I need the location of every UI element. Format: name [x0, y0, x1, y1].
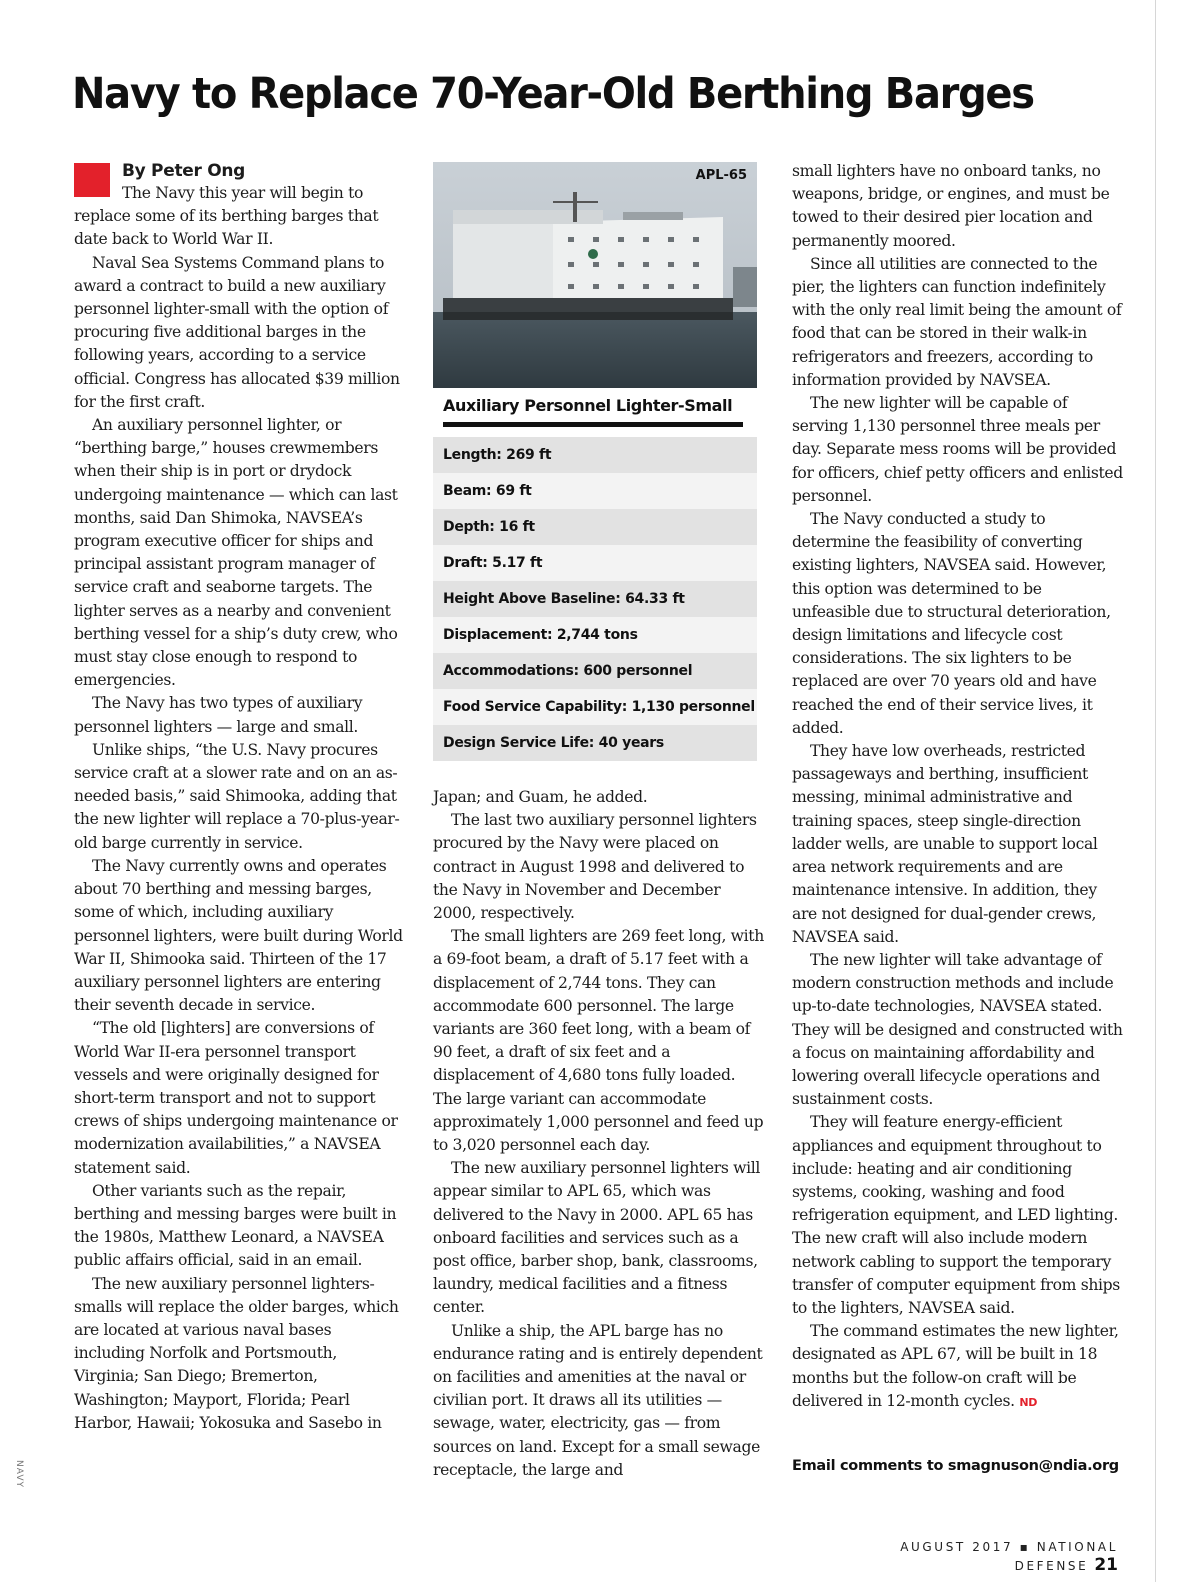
- paragraph: An auxiliary personnel lighter, or “berthing barge,” houses crewmembers when their ship is in port or drydock undergoing maintenance — which can last months, said Dan Shimoka, NAVSEA’s program executive officer for ships and principal assistant program manager of service craft and seaborne targets. The lighter serves as a nearby and convenient berthing vessel for a ship’s duty crew, who must stay close enough to respond to emergencies.: [74, 416, 398, 690]
- paragraph: “The old [lighters] are conversions of World War II-era personnel transport vessels and were originally designed for short-term transport and not to support crews of ships undergoing maintenance or modernization availabilities,” a NAVSEA statement said.: [74, 1019, 398, 1177]
- spec-row: Length: 269 ft: [433, 437, 757, 473]
- spec-row: Height Above Baseline: 64.33 ft: [433, 581, 757, 617]
- paragraph: The small lighters are 269 feet long, with a 69-foot beam, a draft of 5.17 feet with a displacement of 2,744 tons. They can accommodate 600 personnel. The large variants are 360 feet long, with a beam of 90 feet, a draft of six feet and a displacement of 4,680 tons fully loaded. The large variant can accommodate approximately 1,000 personnel and feed up to 3,020 personnel each day.: [433, 927, 764, 1155]
- paragraph: small lighters have no onboard tanks, no weapons, bridge, or engines, and must be towed to their desired pier location and permanently moored.: [792, 162, 1110, 250]
- footer-text: AUGUST 2017 ▪ NATIONAL DEFENSE: [900, 1540, 1118, 1573]
- barge-illustration: [433, 162, 757, 388]
- paragraph: [792, 1320, 1124, 1414]
- byline: By Peter Ong: [122, 161, 246, 181]
- page-edge-line: [1155, 0, 1156, 1582]
- paragraph: Japan; and Guam, he added.: [433, 788, 648, 806]
- paragraph: Naval Sea Systems Command plans to award a contract to build a new auxiliary personnel lighter-small with the option of procuring five additional barges in the following years, according to a service official. Congress has allocated $39 million for the first craft.: [74, 253, 400, 411]
- barge-photo: [433, 162, 757, 388]
- article-column-2: [433, 786, 765, 1482]
- paragraph: The new lighter will take advantage of modern construction methods and include up-to-date technologies, NAVSEA stated. They will be designed and constructed with a focus on maintaining affordability and lowering overall lifecycle operations and sustainment costs.: [792, 950, 1123, 1109]
- paragraph: They have low overheads, restricted passageways and berthing, insufficient messing, minimal administrative and training spaces, steep single-direction ladder wells, are unable to support local area network requirements and are maintenance intensive. In addition, they are not designed for dual-gender crews, NAVSEA said.: [792, 742, 1098, 946]
- spec-row: Food Service Capability: 1,130 personnel: [433, 689, 757, 725]
- paragraph-text: The command estimates the new lighter, designated as APL 67, will be built in 18 months but the follow-on craft will be delivered in 12-month cycles.: [792, 1322, 1119, 1410]
- paragraph: They will feature energy-efficient appliances and equipment throughout to include: heating and air conditioning systems, cooking, washing and food refrigeration equipment, and LED lighting. The new craft will also include modern network cabling to support the temporary transfer of computer equipment from ships to the lighters, NAVSEA said.: [792, 1113, 1120, 1317]
- paragraph: Since all utilities are connected to the pier, the lighters can function indefinitely with the only real limit being the amount of food that can be stored in their walk-in refrigerators and freezers, according to information provided by NAVSEA.: [792, 254, 1122, 389]
- spec-row: Beam: 69 ft: [433, 473, 757, 509]
- paragraph: Unlike ships, “the U.S. Navy procures service craft at a slower rate and on an as-needed basis,” said Shimooka, adding that the new lighter will replace a 70-plus-year-old barge currently in service.: [74, 740, 400, 852]
- spec-row: Design Service Life: 40 years: [433, 725, 757, 761]
- lead-paragraph: The Navy this year will begin to replace some of its berthing barges that date back to World War II.: [74, 184, 379, 249]
- paragraph: The Navy has two types of auxiliary personnel lighters — large and small.: [74, 694, 363, 736]
- spec-row: Draft: 5.17 ft: [433, 545, 757, 581]
- paragraph: The last two auxiliary personnel lighters procured by the Navy were placed on contract in August 1998 and delivered to the Navy in November and December 2000, respectively.: [433, 811, 757, 923]
- photo-label: APL-65: [695, 168, 747, 183]
- paragraph: Unlike a ship, the APL barge has no endurance rating and is entirely dependent on facilities and amenities at the naval or civilian port. It draws all its utilities — sewage, water, electricity, gas — from sources on land. Except for a small sewage receptacle, the large and: [433, 1321, 763, 1479]
- photo-credit: NAVY: [14, 1460, 24, 1488]
- page-footer: [800, 1536, 1118, 1575]
- paragraph: The new lighter will be capable of serving 1,130 personnel three meals per day. Separate mess rooms will be provided for officers, chief petty officers and enlisted personnel.: [792, 394, 1123, 505]
- sidebar-title: Auxiliary Personnel Lighter-Small: [443, 396, 733, 415]
- article-column-3: [792, 160, 1124, 1414]
- spec-row: Depth: 16 ft: [433, 509, 757, 545]
- paragraph: The new auxiliary personnel lighters-smalls will replace the older barges, which are located at various naval bases including Norfolk and Portsmouth, Virginia; San Diego; Bremerton, Washington; Mayport, Florida; Pearl Harbor, Hawaii; Yokosuka and Sasebo in: [74, 1274, 399, 1432]
- spec-row: Accommodations: 600 personnel: [433, 653, 757, 689]
- specs-sidebar: [433, 388, 757, 766]
- email-comments[interactable]: Email comments to smagnuson@ndia.org: [792, 1458, 1119, 1474]
- sidebar-rule: [443, 422, 743, 427]
- paragraph: The new auxiliary personnel lighters will appear similar to APL 65, which was delivered to the Navy in 2000. APL 65 has onboard facilities and services such as a post office, barber shop, bank, classrooms, laundry, medical facilities and a fitness center.: [433, 1159, 760, 1317]
- paragraph: The Navy conducted a study to determine the feasibility of converting existing lighters, NAVSEA said. However, this option was determined to be unfeasible due to structural deterioration, design limitations and lifecycle cost considerations. The six lighters to be replaced are over 70 years old and have reached the end of their service lives, it added.: [792, 510, 1111, 737]
- paragraph: The Navy currently owns and operates about 70 berthing and messing barges, some of which, including auxiliary personnel lighters, were built during World War II, Shimooka said. Thirteen of the 17 auxiliary personnel lighters are entering their seventh decade in service.: [74, 856, 403, 1015]
- article-headline: Navy to Replace 70-Year-Old Berthing Barges: [72, 69, 1034, 119]
- paragraph: Other variants such as the repair, berthing and messing barges were built in the 1980s, Matthew Leonard, a NAVSEA public affairs official, said in an email.: [74, 1181, 397, 1270]
- spec-row: Displacement: 2,744 tons: [433, 617, 757, 653]
- page-number: 21: [1094, 1555, 1118, 1575]
- article-column-1: [74, 160, 406, 1435]
- end-mark: ND: [1019, 1395, 1037, 1409]
